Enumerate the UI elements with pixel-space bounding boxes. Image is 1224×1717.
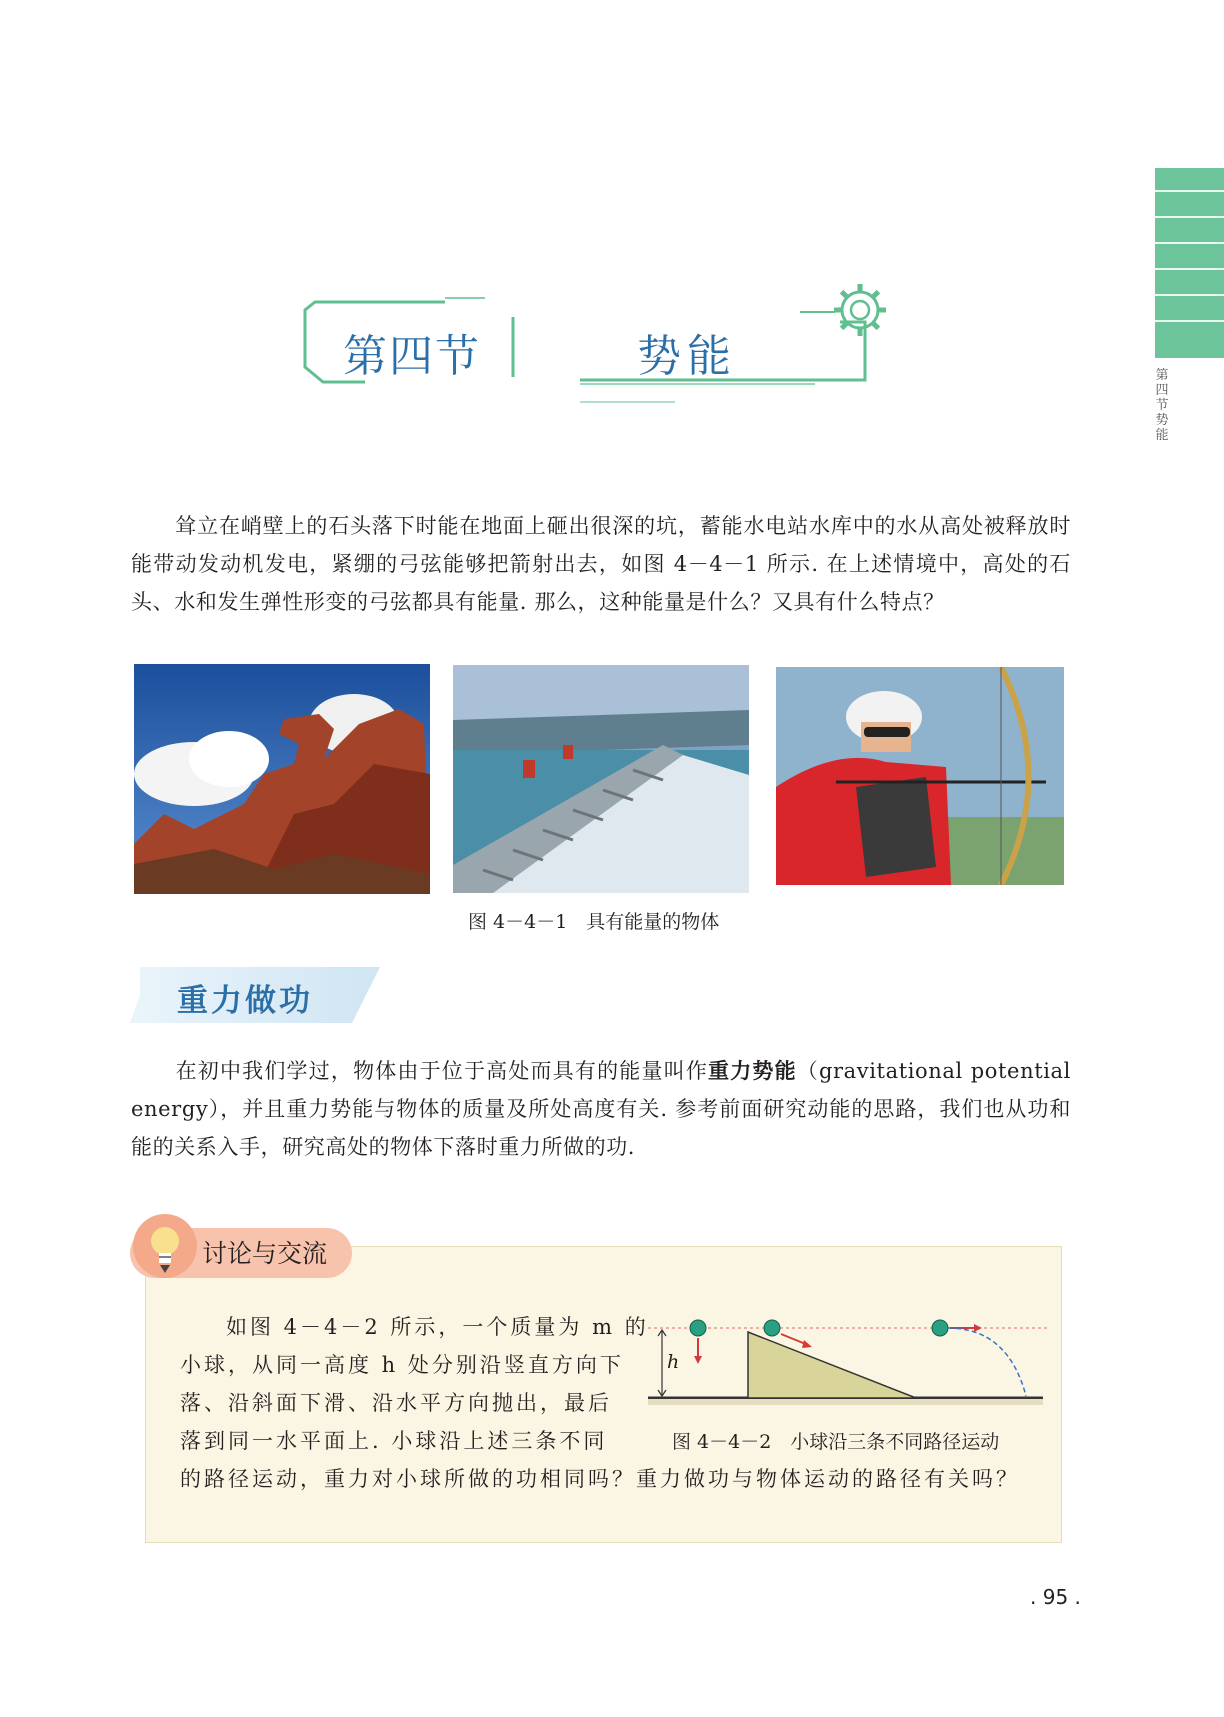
discussion-tag-label: 讨论与交流 xyxy=(202,1239,328,1268)
archer-photo xyxy=(776,667,1064,885)
intro-paragraph xyxy=(131,507,1071,621)
discussion-line: 落到同一水平面上. 小球沿上述三条不同 xyxy=(180,1429,608,1453)
subsection-title: 重力做功 xyxy=(177,983,313,1019)
dam-photo xyxy=(453,665,749,893)
discussion-line: 落、沿斜面下滑、沿水平方向抛出，最后 xyxy=(180,1391,612,1415)
section-number: 第四节 xyxy=(343,331,481,382)
discussion-line: 的路径运动，重力对小球所做的功相同吗？重力做功与物体运动的路径有关吗？ xyxy=(180,1467,1020,1491)
key-term: 重力势能 xyxy=(708,1059,797,1083)
lightbulb-icon xyxy=(130,1211,200,1281)
paths-diagram xyxy=(648,1310,1048,1410)
side-tab-label: 第四节 势能 xyxy=(1155,368,1169,443)
gravity-paragraph xyxy=(131,1052,1071,1166)
gear-icon xyxy=(834,284,886,336)
height-label: h xyxy=(667,1351,680,1373)
para2-text-after: （gravitational potential energy），并且重力势能与物体的质量及所处高度有关. 参考前面研究动能的思路，我们也从功和能的关系入手，研究高处的物体下落时重力所做的功. xyxy=(131,1059,1071,1159)
chapter-side-tab xyxy=(1155,168,1224,358)
rock-formation-photo xyxy=(134,664,430,894)
intro-text: 耸立在峭壁上的石头落下时能在地面上砸出很深的坑，蓄能水电站水库中的水从高处被释放时能带动发动机发电，紧绷的弓弦能够把箭射出去，如图 4－4－1 所示. 在上述情境中，高处的石头、水和发生弹性形变的弓弦都具有能量. 那么，这种能量是什么？又具有什么特点？ xyxy=(131,514,1071,614)
page-title: 势能 xyxy=(637,331,737,382)
para2-text-before: 在初中我们学过，物体由于位于高处而具有的能量叫作 xyxy=(175,1059,709,1083)
page-number: . 95 . xyxy=(1030,1585,1081,1609)
figure-caption: 图 4－4－1 具有能量的物体 xyxy=(468,911,720,933)
discussion-line: 小球，从同一高度 h 处分别沿竖直方向下 xyxy=(180,1353,624,1377)
discussion-line: 如图 4－4－2 所示，一个质量为 m 的 xyxy=(226,1315,649,1339)
figure-caption-2: 图 4－4－2 小球沿三条不同路径运动 xyxy=(672,1431,1000,1453)
